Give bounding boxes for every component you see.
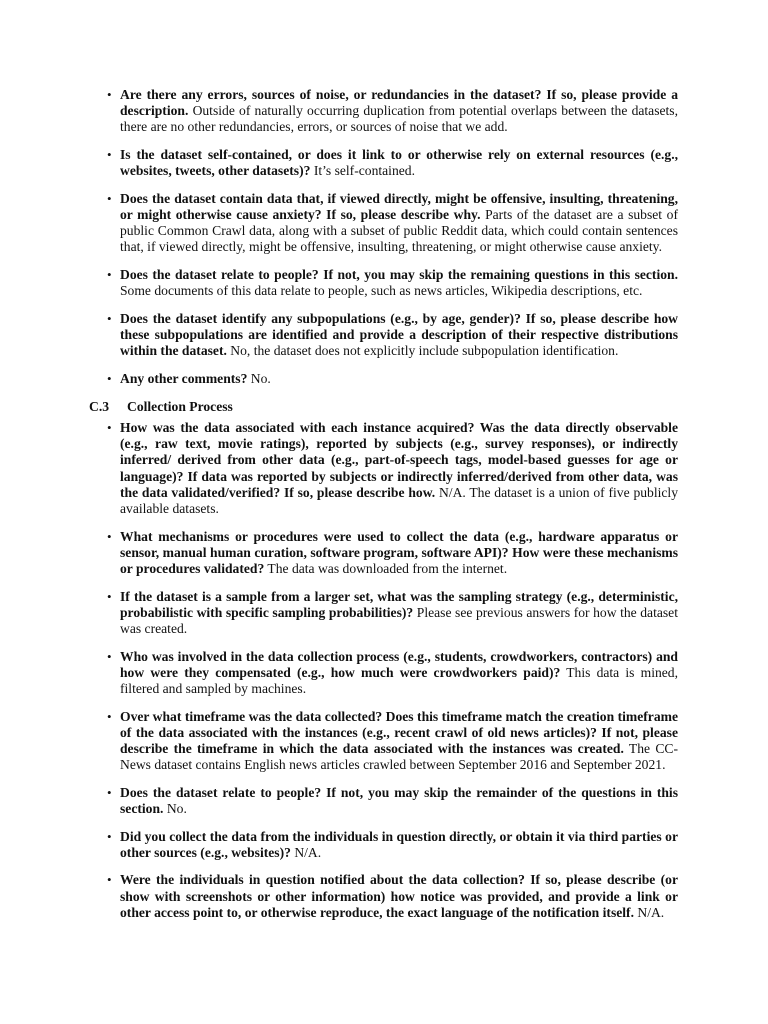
- answer-text: N/A.: [637, 904, 665, 920]
- answer-text: Outside of naturally occurring duplication from potential overlaps between the datasets, there are no other redundancies, errors, or sources of noise that we add.: [120, 103, 678, 135]
- question-text: Did you collect the data from the individuals in question directly, or obtain it via third parties or other sources (e.g., websites)?: [120, 828, 678, 860]
- list-item: [107, 87, 678, 136]
- section-number: C.3: [89, 399, 110, 414]
- section-heading: [89, 399, 233, 415]
- list-item: [107, 589, 678, 638]
- list-item: [107, 529, 678, 578]
- list-item: [107, 147, 678, 179]
- list-item: [107, 311, 678, 360]
- list-item: [107, 371, 678, 387]
- section-title: Collection Process: [127, 399, 233, 414]
- list-item: [107, 829, 678, 861]
- question-text: If the dataset is a sample from a larger set, what was the sampling strategy (e.g., deterministic, probabilistic with specific sampling probabilities)?: [120, 588, 678, 620]
- list-item: [107, 785, 678, 817]
- answer-text: The data was downloaded from the internet.: [267, 561, 508, 577]
- answer-text: This data is mined, filtered and sampled by machines.: [120, 664, 679, 697]
- answer-text: It’s self-contained.: [313, 163, 415, 179]
- question-text: What mechanisms or procedures were used to collect the data (e.g., hardware apparatus or sensor, manual human curation, software program, software API)? How were these mechanisms or procedures validated?: [120, 528, 678, 577]
- question-text: Any other comments?: [120, 370, 248, 386]
- list-item: [107, 267, 678, 299]
- list-item: [107, 420, 678, 517]
- answer-text: No.: [166, 801, 187, 817]
- list-item: [107, 709, 678, 774]
- list-item: [107, 872, 678, 921]
- answer-text: N/A.: [294, 844, 322, 860]
- list-item: [107, 191, 678, 256]
- question-text: Does the dataset identify any subpopulations (e.g., by age, gender)? If so, please describe how these subpopulations are identified and provide a description of their respective distributions within the dataset.: [120, 310, 678, 359]
- question-text: How was the data associated with each instance acquired? Was the data directly observable (e.g., raw text, movie ratings), reported by subjects (e.g., survey responses), or indirectly inferred/ derived from other data (e.g., part-of-speech tags, model-based guesses for age or language)? If data was reported by subjects or indirectly inferred/derived from other data, was the data validated/verified? If so, please describe how.: [120, 420, 678, 500]
- question-text: Does the dataset relate to people? If not, you may skip the remainder of the questions in this section.: [120, 784, 678, 817]
- question-text: Over what timeframe was the data collected? Does this timeframe match the creation timeframe of the data associated with the instances (e.g., recent crawl of old news articles)? If not, please describe the timeframe in which the data associated with the instances was created.: [120, 708, 678, 757]
- answer-text: The CC-News dataset contains English news articles crawled between September 2016 and September 2021.: [120, 741, 678, 773]
- answer-text: Some documents of this data relate to people, such as news articles, Wikipedia descriptions, etc.: [120, 283, 643, 299]
- answer-text: Parts of the dataset are a subset of public Common Crawl data, along with a subset of public Reddit data, which could contain sentences that, if viewed directly, might be offensive, insulting, threatening, or might otherwise cause anxiety.: [120, 207, 678, 255]
- question-text: Does the dataset relate to people? If not, you may skip the remaining questions in this section.: [120, 267, 678, 282]
- answer-text: No, the dataset does not explicitly include subpopulation identification.: [230, 343, 619, 359]
- answer-text: No.: [250, 370, 271, 386]
- answer-text: N/A. The dataset is a union of five publicly available datasets.: [120, 484, 678, 517]
- question-text: Is the dataset self-contained, or does it link to or otherwise rely on external resources (e.g., websites, tweets, other datasets)?: [120, 147, 678, 179]
- question-text: Does the dataset contain data that, if viewed directly, might be offensive, insulting, threatening, or might otherwise cause anxiety? If so, please describe why.: [120, 190, 678, 222]
- composition-questions-list: [107, 87, 678, 398]
- question-text: Are there any errors, sources of noise, or redundancies in the dataset? If so, please provide a description.: [120, 87, 678, 119]
- list-item: [107, 649, 678, 698]
- question-text: Who was involved in the data collection process (e.g., students, crowdworkers, contractors) and how were they compensated (e.g., how much were crowdworkers paid)?: [120, 648, 678, 680]
- answer-text: Please see previous answers for how the dataset was created.: [120, 604, 678, 637]
- collection-process-questions-list: [107, 420, 678, 932]
- question-text: Were the individuals in question notified about the data collection? If so, please describe (or show with screenshots or other information) how notice was provided, and provide a link or other access point to, or otherwise reproduce, the exact language of the notification itself.: [120, 872, 678, 920]
